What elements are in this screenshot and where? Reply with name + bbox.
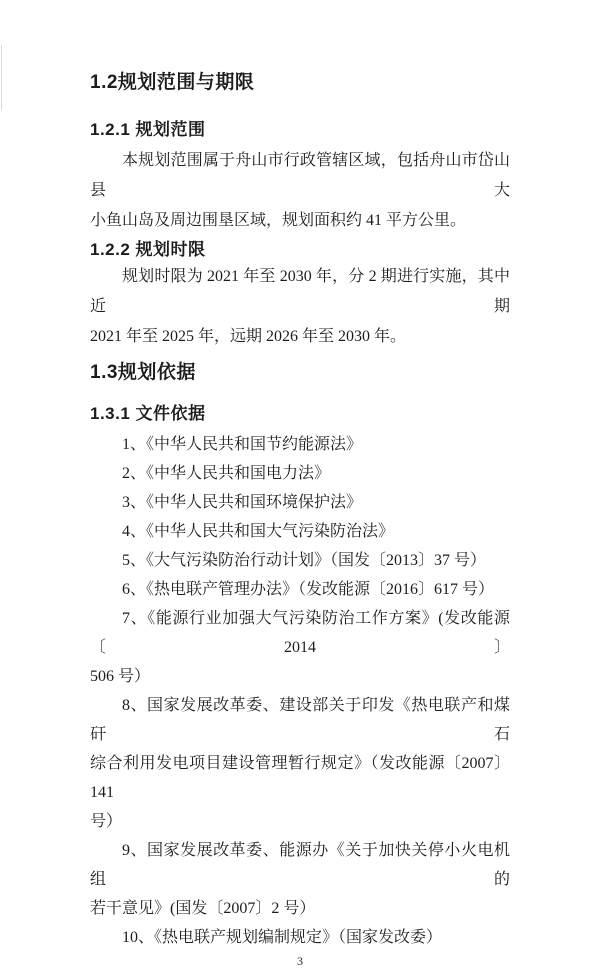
list-item-6: 6、《热电联产管理办法》（发改能源〔2016〕617 号） — [122, 581, 495, 598]
list-item-1: 1、《中华人民共和国节约能源法》 — [122, 436, 363, 453]
section-heading-1-2: 1.2规划范围与期限 — [90, 72, 255, 93]
list-item-9-line-2: 若干意见》(国发〔2007〕2 号） — [90, 900, 316, 917]
paragraph-line: 2021 年至 2025 年，远期 2026 年至 2030 年。 — [90, 328, 407, 345]
reference-document-list — [90, 430, 510, 952]
list-item-8-line-3: 号） — [90, 813, 123, 830]
subsection-heading-1-2-2: 1.2.2 规划时限 — [90, 240, 206, 259]
list-item-3: 3、《中华人民共和国环境保护法》 — [122, 494, 363, 511]
subsection-heading-1-3-1: 1.3.1 文件依据 — [90, 404, 206, 423]
page-number: 3 — [297, 954, 303, 968]
list-item-2: 2、《中华人民共和国电力法》 — [122, 465, 331, 482]
list-item-4: 4、《中华人民共和国大气污染防治法》 — [122, 523, 395, 540]
list-item-7-line-2: 506 号） — [90, 668, 151, 685]
paragraph-line: 本规划范围属于舟山市行政管辖区域，包括舟山市岱山县大 — [90, 152, 510, 199]
list-item-7-line-1: 7、《能源行业加强大气污染防治工作方案》(发改能源〔2014〕 — [90, 610, 510, 656]
paragraph-line: 规划时限为 2021 年至 2030 年，分 2 期进行实施，其中近期 — [90, 268, 510, 315]
list-item-8-line-1: 8、国家发展改革委、建设部关于印发《热电联产和煤矸石 — [90, 697, 510, 743]
section-heading-1-3: 1.3规划依据 — [90, 362, 196, 383]
paragraph-scope — [90, 146, 510, 236]
left-edge-scan-artifact — [1, 45, 2, 110]
list-item-9-line-1: 9、国家发展改革委、能源办《关于加快关停小火电机组的 — [90, 842, 510, 888]
paragraph-period — [90, 262, 510, 352]
list-item-8-line-2: 综合利用发电项目建设管理暂行规定》（发改能源〔2007〕141 — [90, 755, 510, 801]
list-item-10: 10、《热电联产规划编制规定》（国家发改委） — [122, 929, 443, 946]
subsection-heading-1-2-1: 1.2.1 规划范围 — [90, 120, 206, 139]
list-item-5: 5、《大气污染防治行动计划》（国发〔2013〕37 号） — [122, 552, 487, 569]
paragraph-line: 小鱼山岛及周边围垦区域，规划面积约 41 平方公里。 — [90, 212, 467, 229]
